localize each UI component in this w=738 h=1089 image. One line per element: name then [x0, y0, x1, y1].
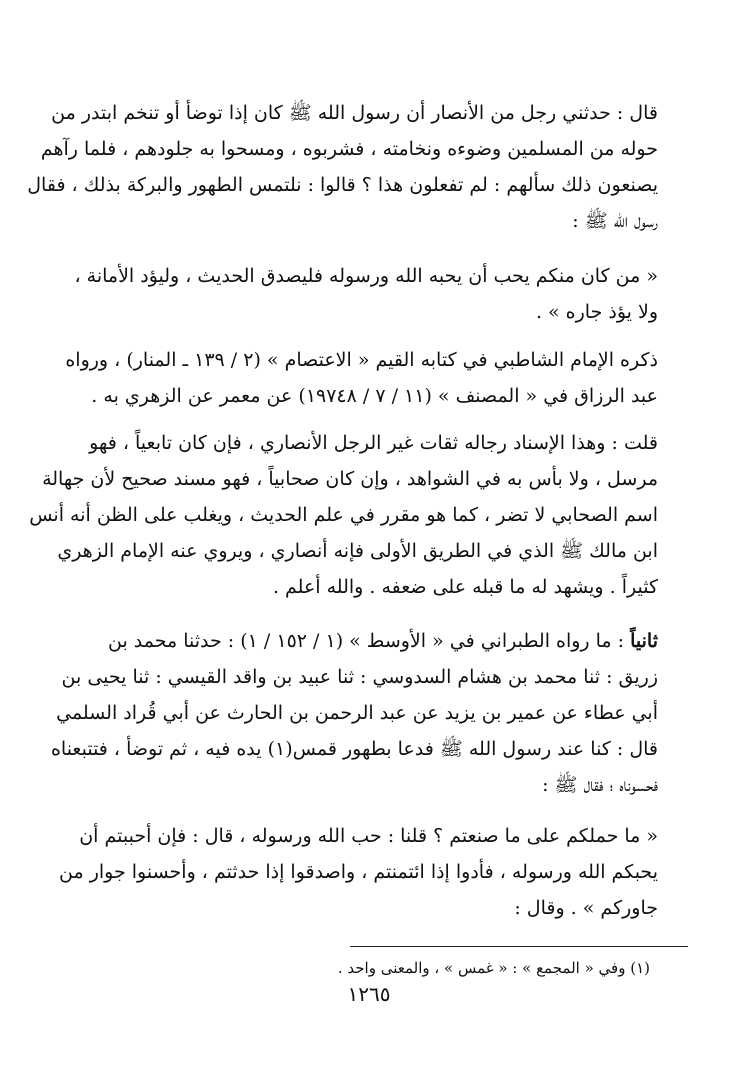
text-line: ابن مالك ﷺ الذي في الطريق الأولى فإنه أنصاري ، ويروي عنه الإمام الزهري	[57, 540, 658, 562]
paragraph-commentary	[29, 425, 658, 605]
text-line: حوله من المسلمين وضوءه ونخامته ، فشربوه ، ومسحوا به جلودهم ، فلما رآهم	[40, 138, 658, 160]
text-line: « ما حملكم على ما صنعتم ؟ قلنا : حب الله ورسوله ، قال : فإن أحببتم أن	[79, 825, 658, 847]
paragraph-hadith-narration	[27, 95, 658, 239]
section-lead-word: ثانياً	[630, 630, 658, 652]
text-line: زريق : ثنا محمد بن هشام السدوسي : ثنا عبيد بن واقد القيسي : ثنا يحيى بن	[61, 666, 658, 688]
footnote: (١) وفي « المجمع » : « غمس » ، والمعنى واحد .	[337, 959, 650, 977]
text-line: جاوركم » . وقال :	[514, 897, 658, 919]
text-line: قال : حدثني رجل من الأنصار أن رسول الله ﷺ كان إذا توضأ أو تنخم ابتدر من	[51, 102, 658, 124]
paragraph-second-hadith-quote	[59, 818, 658, 926]
text-line: عبد الرزاق في « المصنف » (١١ / ٧ / ١٩٧٤٨) عن معمر عن الزهري به .	[91, 385, 658, 407]
text-line: أبي عطاء عن عمير بن يزيد عن عبد الرحمن بن الحارث عن أبي قُراد السلمي	[56, 702, 658, 724]
text-line: رسول الله ﷺ :	[572, 210, 658, 232]
text-line: ولا يؤذ جاره » .	[535, 301, 658, 323]
paragraph-hadith-quote	[74, 258, 658, 330]
footnote-divider	[350, 946, 688, 947]
text-line: يصنعون ذلك سألهم : لم تفعلون هذا ؟ قالوا : نلتمس الطهور والبركة بذلك ، فقال	[27, 174, 658, 196]
paragraph-second-narration	[50, 623, 658, 803]
text-segment: : ما رواه الطبراني في « الأوسط » (١ / ١٥٢ / ١) : حدثنا محمد بن	[108, 630, 631, 652]
text-line: ذكره الإمام الشاطبي في كتابه القيم « الاعتصام » (٢ / ١٣٩ ـ المنار) ، ورواه	[65, 349, 658, 371]
text-line: « من كان منكم يحب أن يحبه الله ورسوله فليصدق الحديث ، وليؤد الأمانة ،	[74, 265, 658, 287]
page-number: ١٢٦٥	[347, 982, 391, 1006]
text-line: كثيراً . ويشهد له ما قبله على ضعفه . والله أعلم .	[272, 576, 658, 598]
text-line: فحسوناه ؛ فقال ﷺ :	[542, 774, 658, 796]
text-line: يحبكم الله ورسوله ، فأدوا إذا ائتمنتم ، واصدقوا إذا حدثتم ، وأحسنوا جوار من	[59, 861, 658, 883]
paragraph-source-reference	[65, 342, 658, 414]
text-line	[80, 623, 658, 659]
text-line: قلت : وهذا الإسناد رجاله ثقات غير الرجل الأنصاري ، فإن كان تابعياً ، فهو	[89, 432, 658, 454]
text-line: اسم الصحابي لا تضر ، كما هو مقرر في علم الحديث ، ويغلب على الظن أنه أنس	[29, 504, 658, 526]
text-line: مرسل ، ولا بأس به في الشواهد ، وإن كان صحابياً ، فهو مسند صحيح لأن جهالة	[42, 468, 658, 490]
text-line: قال : كنا عند رسول الله ﷺ فدعا بطهور قمس(١) يده فيه ، ثم توضأ ، فتتبعناه	[50, 738, 658, 760]
